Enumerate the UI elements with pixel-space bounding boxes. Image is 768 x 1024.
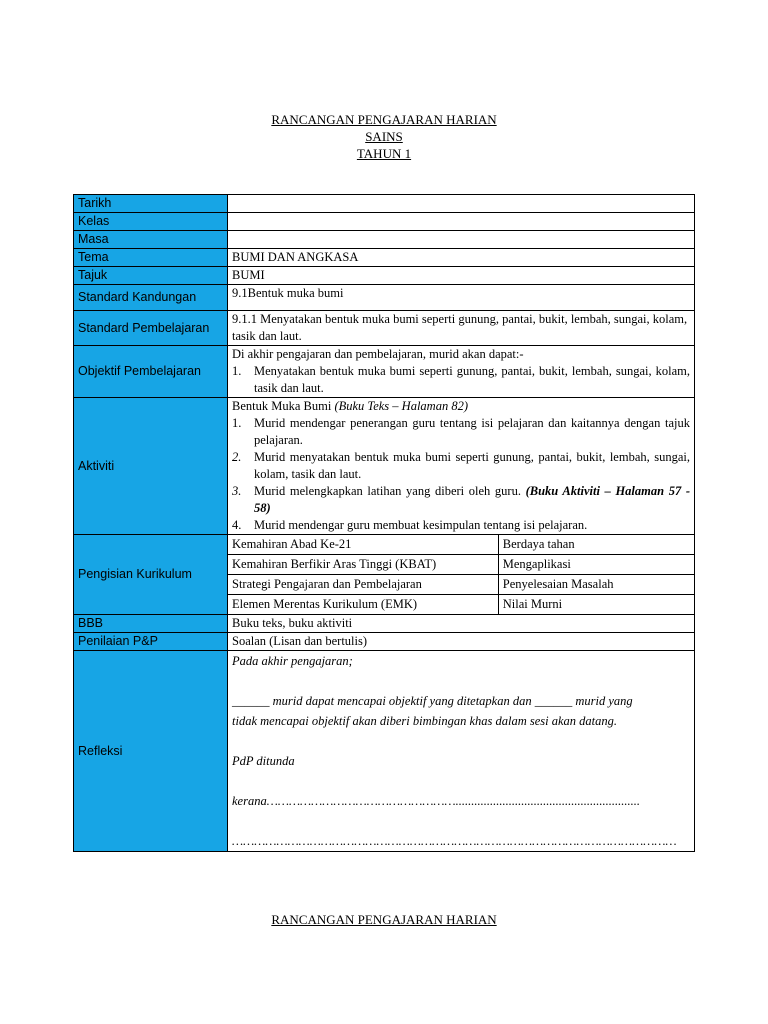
pengisian-value: Nilai Murni (498, 595, 694, 615)
next-page-title: RANCANGAN PENGAJARAN HARIAN (271, 912, 497, 927)
pengisian-row (228, 555, 694, 575)
label-kelas: Kelas (74, 213, 228, 231)
document-title: RANCANGAN PENGAJARAN HARIAN (271, 112, 497, 127)
value-tarikh (228, 195, 695, 213)
row-standard-kandungan (74, 285, 695, 311)
pengisian-value: Mengaplikasi (498, 555, 694, 575)
year-title: TAHUN 1 (356, 146, 412, 161)
row-bbb (74, 615, 695, 633)
value-standard-kandungan: 9.1Bentuk muka bumi (228, 285, 695, 311)
label-aktiviti: Aktiviti (74, 398, 228, 535)
value-refleksi (228, 651, 695, 852)
objektif-item (232, 363, 690, 397)
aktiviti-item-text: Murid melengkapkan latihan yang diberi oleh guru. (254, 484, 521, 498)
aktiviti-item-number: 4. (232, 518, 242, 532)
label-standard-kandungan: Standard Kandungan (74, 285, 228, 311)
row-tajuk (74, 267, 695, 285)
subject-title: SAINS (365, 129, 403, 144)
pengisian-key: Elemen Merentas Kurikulum (EMK) (228, 595, 498, 615)
pengisian-row (228, 595, 694, 615)
objektif-intro: Di akhir pengajaran dan pembelajaran, murid akan dapat:- (232, 347, 524, 361)
row-objektif (74, 346, 695, 398)
pengisian-row (228, 575, 694, 595)
label-tajuk: Tajuk (74, 267, 228, 285)
aktiviti-heading-text: Bentuk Muka Bumi (232, 399, 332, 413)
row-standard-pembelajaran (74, 311, 695, 346)
label-penilaian: Penilaian P&P (74, 633, 228, 651)
value-objektif (228, 346, 695, 398)
label-tema: Tema (74, 249, 228, 267)
aktiviti-item-text: Murid menyatakan bentuk muka bumi seperti gunung, pantai, bukit, lembah, sungai, kolam, tasik dan laut. (254, 450, 690, 481)
aktiviti-heading (232, 398, 690, 415)
row-refleksi (74, 651, 695, 852)
value-penilaian: Soalan (Lisan dan bertulis) (228, 633, 695, 651)
aktiviti-item-text: Murid mendengar guru membuat kesimpulan tentang isi pelajaran. (254, 518, 588, 532)
lesson-plan-table (73, 194, 695, 852)
refleksi-line: PdP ditunda (232, 754, 295, 768)
value-masa (228, 231, 695, 249)
aktiviti-item (232, 517, 690, 534)
value-tema: BUMI DAN ANGKASA (228, 249, 695, 267)
row-penilaian (74, 633, 695, 651)
refleksi-line: kerana……………………………………………........................................................... (232, 794, 641, 808)
row-tarikh (74, 195, 695, 213)
value-kelas (228, 213, 695, 231)
pengisian-key: Kemahiran Abad Ke-21 (228, 535, 498, 555)
label-bbb: BBB (74, 615, 228, 633)
value-standard-pembelajaran: 9.1.1 Menyatakan bentuk muka bumi seperti gunung, pantai, bukit, lembah, sungai, kolam, tasik dan laut. (228, 311, 695, 346)
label-masa: Masa (74, 231, 228, 249)
label-tarikh: Tarikh (74, 195, 228, 213)
label-objektif: Objektif Pembelajaran (74, 346, 228, 398)
value-tajuk: BUMI (228, 267, 695, 285)
aktiviti-item (232, 449, 690, 483)
row-aktiviti (74, 398, 695, 535)
label-refleksi: Refleksi (74, 651, 228, 852)
objektif-item-number: 1. (232, 364, 242, 378)
pengisian-value: Berdaya tahan (498, 535, 694, 555)
row-pengisian (74, 535, 695, 615)
label-standard-pembelajaran: Standard Pembelajaran (74, 311, 228, 346)
value-bbb: Buku teks, buku aktiviti (228, 615, 695, 633)
row-kelas (74, 213, 695, 231)
pengisian-row (228, 535, 694, 555)
aktiviti-item-number: 3. (232, 484, 242, 498)
refleksi-line: Pada akhir pengajaran; (232, 654, 353, 668)
pengisian-key: Strategi Pengajaran dan Pembelajaran (228, 575, 498, 595)
row-tema (74, 249, 695, 267)
row-masa (74, 231, 695, 249)
objektif-item-text: Menyatakan bentuk muka bumi seperti gunung, pantai, bukit, lembah, sungai, kolam, tasik dan laut. (254, 364, 690, 395)
pengisian-value: Penyelesaian Masalah (498, 575, 694, 595)
aktiviti-item-text: Murid mendengar penerangan guru tentang isi pelajaran dan kaitannya dengan tajuk pelajaran. (254, 416, 690, 447)
pengisian-key: Kemahiran Berfikir Aras Tinggi (KBAT) (228, 555, 498, 575)
aktiviti-heading-ref: (Buku Teks – Halaman 82) (334, 399, 468, 413)
pengisian-table (228, 535, 694, 614)
aktiviti-item-number: 2. (232, 450, 242, 464)
value-pengisian (228, 535, 695, 615)
aktiviti-item-number: 1. (232, 416, 242, 430)
aktiviti-item-ref: (Buku Aktiviti – Halaman 57 - 58) (254, 484, 690, 515)
aktiviti-item (232, 483, 690, 517)
aktiviti-item (232, 415, 690, 449)
refleksi-line: tidak mencapai objektif akan diberi bimbingan khas dalam sesi akan datang. (232, 714, 618, 728)
value-aktiviti (228, 398, 695, 535)
refleksi-line: ______ murid dapat mencapai objektif yang ditetapkan dan ______ murid yang (232, 694, 633, 708)
refleksi-line: ………………………………………………………………………………………………………… (232, 834, 677, 848)
label-pengisian: Pengisian Kurikulum (74, 535, 228, 615)
aktiviti-item-body (254, 483, 690, 517)
